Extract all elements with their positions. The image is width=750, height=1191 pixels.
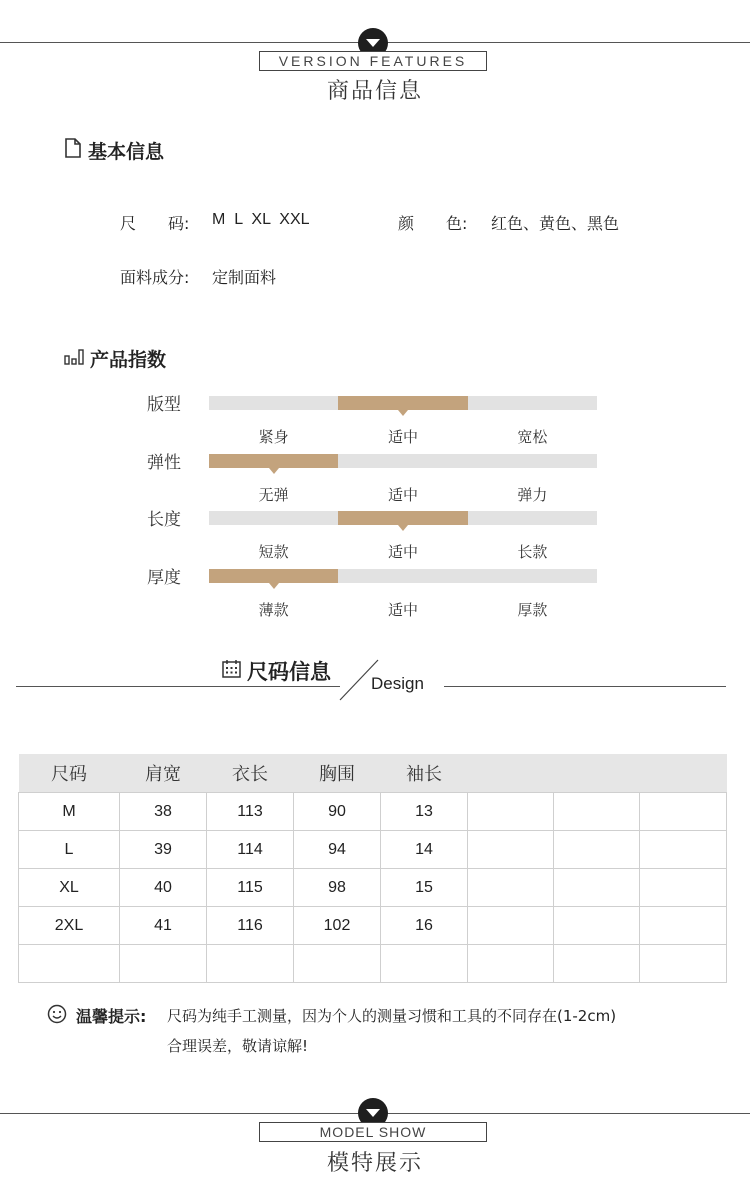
index-row-label: 厚度 xyxy=(147,567,181,588)
color-label: 颜 色: xyxy=(398,214,468,233)
table-cell: 40 xyxy=(120,869,207,907)
size-divider-right xyxy=(444,686,726,687)
table-cell: 113 xyxy=(207,793,294,831)
size-table-header-cell xyxy=(554,754,640,793)
table-cell xyxy=(554,793,640,831)
size-table-header-cell: 袖长 xyxy=(381,754,468,793)
table-cell xyxy=(468,907,554,945)
index-option-label: 适中 xyxy=(387,485,418,504)
index-option-label: 适中 xyxy=(387,600,418,619)
table-cell: 114 xyxy=(207,831,294,869)
table-cell xyxy=(120,945,207,983)
size-table-header-row xyxy=(19,754,727,793)
index-option-label: 厚款 xyxy=(517,600,548,619)
table-cell xyxy=(640,831,727,869)
product-index-title xyxy=(64,345,166,372)
table-cell: 102 xyxy=(294,907,381,945)
table-cell: 15 xyxy=(381,869,468,907)
index-option-label: 宽松 xyxy=(517,428,548,446)
table-cell: 14 xyxy=(381,831,468,869)
size-info-title-text: 尺码信息 xyxy=(247,660,331,684)
table-cell xyxy=(554,907,640,945)
table-cell xyxy=(554,869,640,907)
size-table-header-cell: 胸围 xyxy=(294,754,381,793)
table-cell xyxy=(640,907,727,945)
index-bar-selected xyxy=(209,454,338,468)
table-cell xyxy=(207,945,294,983)
table-cell xyxy=(554,945,640,983)
table-cell: XL xyxy=(19,869,120,907)
table-cell xyxy=(640,793,727,831)
table-cell: 38 xyxy=(120,793,207,831)
table-cell xyxy=(294,945,381,983)
smile-icon xyxy=(47,1004,67,1024)
table-row xyxy=(19,907,727,945)
size-value: M L XL XXL xyxy=(212,211,310,228)
index-option-label: 紧身 xyxy=(258,428,289,446)
model-show-label: MODEL SHOW xyxy=(259,1122,487,1142)
index-option-label: 无弹 xyxy=(258,485,289,504)
index-bar-track xyxy=(209,454,597,468)
design-text: Design xyxy=(371,674,424,693)
calendar-icon xyxy=(222,659,241,683)
index-bar-selected xyxy=(209,569,338,583)
table-cell: 16 xyxy=(381,907,468,945)
table-cell xyxy=(468,945,554,983)
index-option-label: 适中 xyxy=(387,543,418,561)
table-cell xyxy=(381,945,468,983)
product-index-title-text: 产品指数 xyxy=(90,349,167,371)
fabric-label: 面料成分: xyxy=(120,268,190,287)
table-row xyxy=(19,793,727,831)
table-row xyxy=(19,831,727,869)
bar-chart-icon xyxy=(64,347,84,370)
size-label: 尺 码: xyxy=(120,214,190,233)
index-option-label: 薄款 xyxy=(258,600,289,619)
index-row-label: 弹性 xyxy=(147,452,181,473)
table-cell xyxy=(468,831,554,869)
table-cell xyxy=(468,869,554,907)
product-info-heading: 商品信息 xyxy=(326,79,423,104)
table-cell xyxy=(640,869,727,907)
table-cell xyxy=(468,793,554,831)
table-cell: 94 xyxy=(294,831,381,869)
size-info-title xyxy=(222,656,331,686)
tip-label: 温馨提示: xyxy=(76,1007,147,1026)
table-cell xyxy=(640,945,727,983)
table-cell: 116 xyxy=(207,907,294,945)
table-cell: 98 xyxy=(294,869,381,907)
table-cell xyxy=(19,945,120,983)
fabric-value: 定制面料 xyxy=(212,268,277,287)
version-features-label: VERSION FEATURES xyxy=(259,51,487,71)
size-table xyxy=(18,754,727,983)
table-cell: M xyxy=(19,793,120,831)
document-icon xyxy=(64,138,82,163)
table-cell: L xyxy=(19,831,120,869)
basic-info-title-text: 基本信息 xyxy=(88,141,165,163)
size-table-header-cell: 尺码 xyxy=(19,754,120,793)
index-bar-track xyxy=(209,569,597,583)
basic-info-title xyxy=(64,137,164,164)
table-row xyxy=(19,869,727,907)
color-value: 红色、黄色、黑色 xyxy=(491,214,620,233)
table-cell: 13 xyxy=(381,793,468,831)
index-option-label: 长款 xyxy=(517,543,548,561)
table-cell: 39 xyxy=(120,831,207,869)
index-option-label: 弹力 xyxy=(517,485,548,504)
index-bar-selected xyxy=(338,396,467,410)
tip-line-2: 合理误差，敬请谅解! xyxy=(167,1037,309,1055)
size-divider-left xyxy=(16,686,340,687)
index-option-label: 适中 xyxy=(387,428,418,446)
table-cell: 115 xyxy=(207,869,294,907)
index-bar-track xyxy=(209,511,597,525)
model-show-heading: 模特展示 xyxy=(326,1151,423,1176)
table-cell: 90 xyxy=(294,793,381,831)
index-bar-track xyxy=(209,396,597,410)
table-row xyxy=(19,945,727,983)
table-cell: 2XL xyxy=(19,907,120,945)
size-table-header-cell xyxy=(468,754,554,793)
index-row-label: 版型 xyxy=(147,395,181,415)
table-cell xyxy=(554,831,640,869)
index-row-label: 长度 xyxy=(147,510,181,530)
table-cell: 41 xyxy=(120,907,207,945)
size-table-header-cell: 肩宽 xyxy=(120,754,207,793)
index-bar-selected xyxy=(338,511,467,525)
index-option-label: 短款 xyxy=(258,543,289,561)
size-table-header-cell: 衣长 xyxy=(207,754,294,793)
size-table-header-cell xyxy=(640,754,727,793)
tip-line-1: 尺码为纯手工测量，因为个人的测量习惯和工具的不同存在(1-2cm) xyxy=(167,1007,617,1025)
